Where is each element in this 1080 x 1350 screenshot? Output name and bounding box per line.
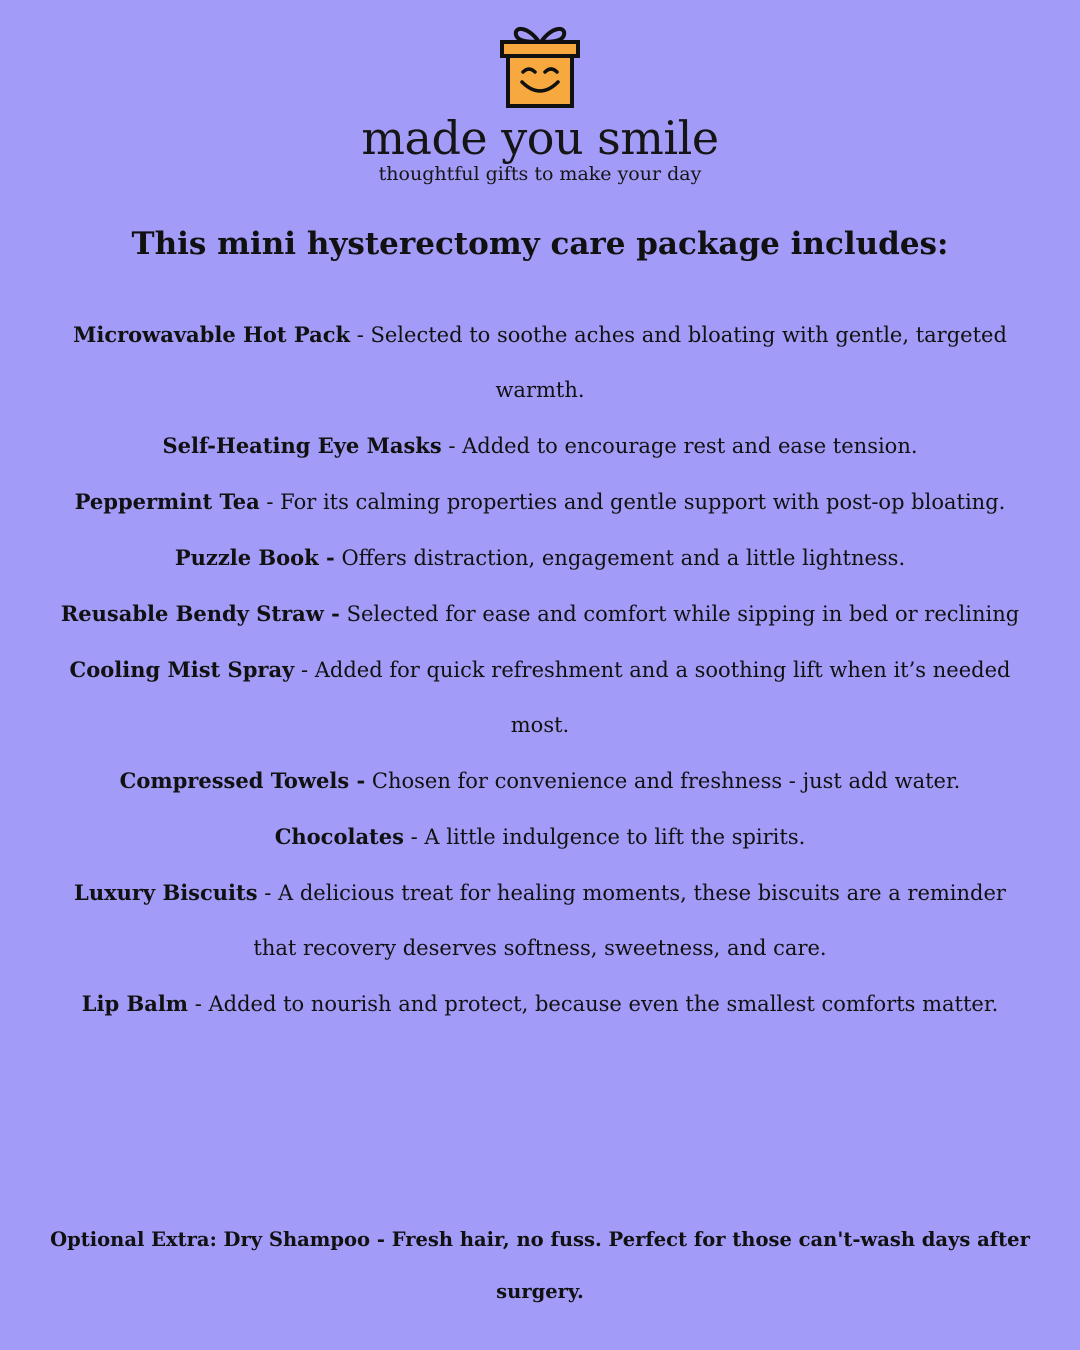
list-item: Luxury Biscuits - A delicious treat for healing moments, these biscuits are a reminder that recovery deserves softness, sweetness, and care. (74, 880, 1006, 960)
item-name: Self-Heating Eye Masks (162, 433, 442, 458)
item-description: Added for quick refreshment and a soothing lift when it’s needed most. (314, 658, 1011, 737)
item-name: Microwavable Hot Pack (73, 322, 351, 347)
list-item: Chocolates - A little indulgence to lift the spirits. (274, 824, 806, 849)
list-item: Peppermint Tea - For its calming properties and gentle support with post-op bloating. (74, 489, 1006, 514)
item-description: Chosen for convenience and freshness - just add water. (371, 769, 961, 793)
item-description: A delicious treat for healing moments, these biscuits are a reminder that recovery deserves softness, sweetness, and care. (253, 881, 1006, 960)
item-description: Added to nourish and protect, because even the smallest comforts matter. (208, 992, 999, 1016)
list-item: Self-Heating Eye Masks - Added to encourage rest and ease tension. (162, 433, 918, 458)
page-title: This mini hysterectomy care package includes: (131, 226, 949, 262)
optional-extra: Optional Extra: Dry Shampoo - Fresh hair, no fuss. Perfect for those can't-wash days after surgery. (50, 1228, 1030, 1303)
item-name: Cooling Mist Spray (69, 657, 295, 682)
item-description: Offers distraction, engagement and a little lightness. (341, 546, 906, 570)
list-item: Lip Balm - Added to nourish and protect, because even the smallest comforts matter. (81, 991, 999, 1016)
item-name: Luxury Biscuits (74, 880, 258, 905)
item-list (50, 307, 1030, 1032)
list-item (50, 753, 1030, 809)
list-item (50, 586, 1030, 642)
smiling-gift-box-icon (498, 22, 582, 110)
item-name: Lip Balm (81, 991, 189, 1016)
item-name: Peppermint Tea (74, 489, 260, 514)
list-item (50, 530, 1030, 586)
item-name: Chocolates (274, 824, 404, 849)
item-description: A little indulgence to lift the spirits. (424, 825, 806, 849)
item-description: Added to encourage rest and ease tension. (462, 434, 918, 458)
item-description: For its calming properties and gentle support with post-op bloating. (280, 490, 1006, 514)
item-description: Selected to soothe aches and bloating with gentle, targeted warmth. (370, 323, 1007, 402)
list-item: Cooling Mist Spray - Added for quick refreshment and a soothing lift when it’s needed most. (69, 657, 1011, 737)
item-description: Selected for ease and comfort while sipping in bed or reclining (346, 602, 1020, 626)
brand-logo (0, 22, 1080, 186)
list-item: Microwavable Hot Pack - Selected to soothe aches and bloating with gentle, targeted warmth. (73, 322, 1007, 402)
item-name: Compressed Towels - (119, 768, 366, 793)
item-name: Puzzle Book - (174, 545, 335, 570)
item-name: Reusable Bendy Straw - (60, 601, 340, 626)
brand-tagline: thoughtful gifts to make your day (378, 163, 702, 185)
brand-name: made you smile (361, 111, 719, 165)
